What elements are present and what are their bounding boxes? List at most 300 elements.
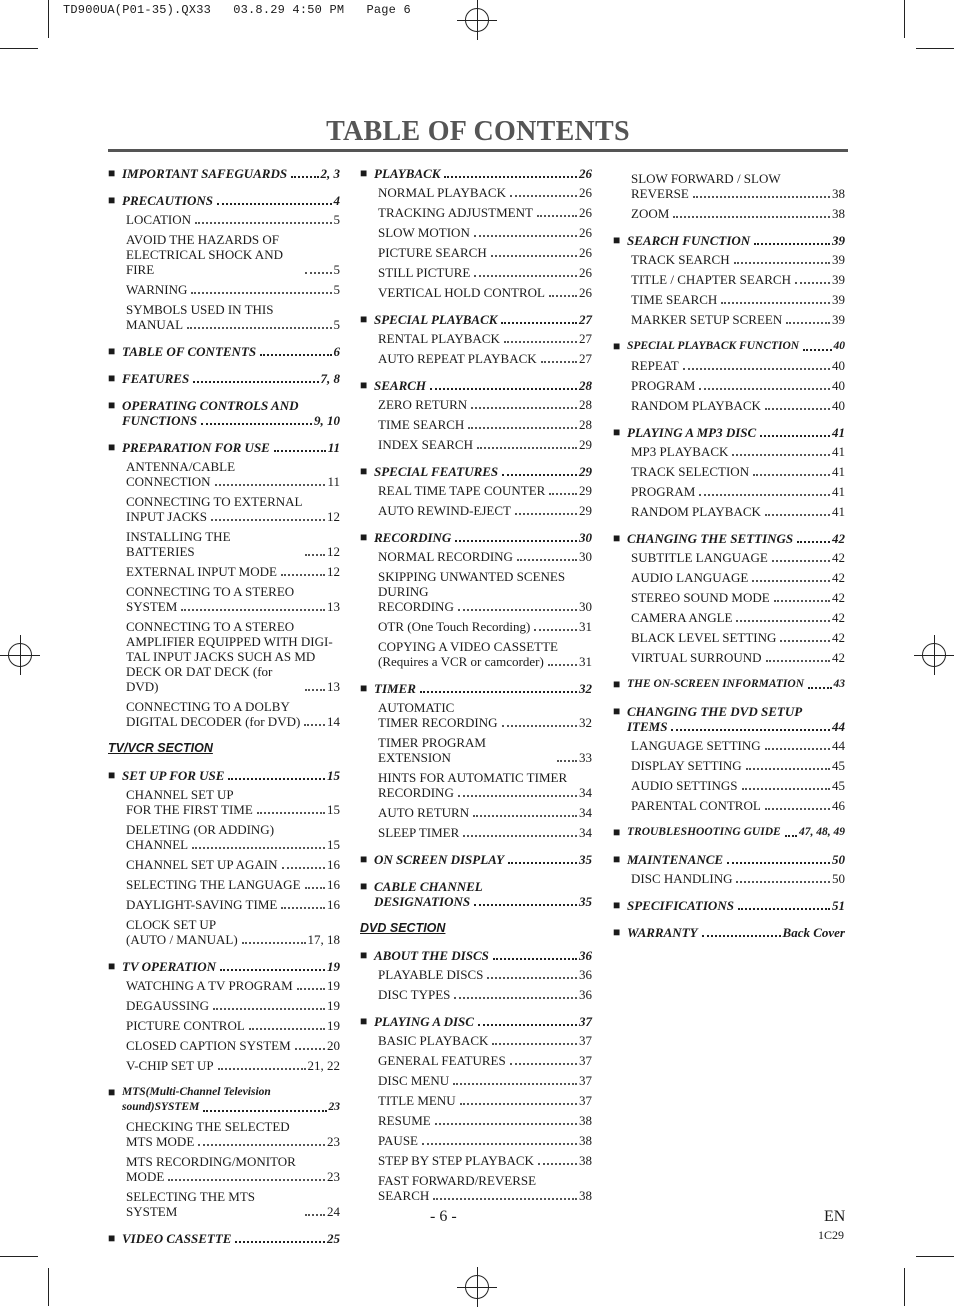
toc-entry — [360, 185, 592, 200]
toc-entry — [108, 897, 340, 912]
toc-entry-text: CHANNEL — [126, 837, 189, 852]
toc-page-number: 7, 8 — [320, 371, 340, 386]
toc-page-number: 30 — [579, 530, 592, 545]
toc-entry-text: ON SCREEN DISPLAY — [374, 852, 505, 867]
toc-entry-text-leading: AVOID THE HAZARDS OF — [126, 232, 280, 247]
toc-entry — [613, 590, 845, 605]
square-bullet-icon: ■ — [360, 681, 368, 695]
toc-page-number: 43 — [833, 678, 845, 690]
toc-section-heading — [108, 959, 340, 974]
toc-page-number: 37 — [579, 1014, 592, 1029]
toc-page-number: 20 — [327, 1038, 340, 1053]
dot-leader — [435, 1123, 577, 1125]
dot-leader — [673, 216, 830, 218]
toc-page-number: 13 — [327, 599, 340, 614]
toc-entry-text: CAMERA ANGLE — [631, 610, 733, 625]
toc-entry-text: RESUME — [378, 1113, 431, 1128]
toc-page-number: 40 — [832, 398, 845, 413]
toc-section-heading — [613, 677, 845, 692]
toc-page-number: 26 — [579, 285, 592, 300]
toc-page-number: 24 — [327, 1204, 340, 1219]
dot-leader — [198, 1144, 325, 1146]
toc-page-number: 30 — [579, 549, 592, 564]
toc-entry-text: DEGAUSSING — [126, 998, 210, 1013]
crop-mark-bottom-right-horizontal — [916, 1256, 954, 1257]
toc-page-number: 33 — [579, 750, 592, 765]
square-bullet-icon: ■ — [108, 166, 116, 180]
toc-section-heading — [108, 768, 340, 783]
toc-entry-text: DISPLAY SETTING — [631, 758, 742, 773]
toc-entry-text: BASIC PLAYBACK — [378, 1033, 489, 1048]
toc-page-number: 26 — [579, 205, 592, 220]
square-bullet-icon: ■ — [613, 825, 621, 839]
dot-leader — [474, 235, 577, 237]
dot-leader — [752, 580, 830, 582]
dot-leader — [742, 788, 830, 790]
toc-entry — [360, 245, 592, 260]
dot-leader — [228, 778, 325, 780]
toc-page-number: 39 — [832, 312, 845, 327]
toc-page-number: 38 — [579, 1133, 592, 1148]
registration-mark-top — [465, 8, 489, 32]
toc-entry — [613, 650, 845, 665]
toc-section-heading — [360, 378, 592, 393]
toc-entry — [360, 770, 592, 800]
toc-entry-text: ITEMS — [627, 719, 668, 734]
dot-leader — [517, 559, 577, 561]
square-bullet-icon: ■ — [108, 193, 116, 207]
toc-entry-text-leading: ANTENNA/CABLE — [126, 459, 236, 474]
toc-page-number: 14 — [327, 714, 340, 729]
toc-entry-text: EXTERNAL INPUT MODE — [126, 564, 277, 579]
toc-page-number: 6 — [333, 344, 340, 359]
toc-entry — [360, 1053, 592, 1068]
toc-entry-text: PICTURE CONTROL — [126, 1018, 245, 1033]
toc-section-heading — [108, 1231, 340, 1246]
toc-page-number: 39 — [832, 233, 845, 248]
toc-page-number: 12 — [327, 509, 340, 524]
toc-entry — [360, 1073, 592, 1088]
toc-entry — [360, 805, 592, 820]
toc-entry-text: PLAYING A DISC — [374, 1014, 474, 1029]
toc-entry — [108, 529, 340, 559]
toc-page-number: 40 — [833, 340, 845, 352]
toc-entry-text: WATCHING A TV PROGRAM — [126, 978, 293, 993]
toc-entry — [613, 206, 845, 221]
dot-leader — [458, 609, 577, 611]
toc-entry — [360, 225, 592, 240]
toc-entry — [108, 302, 340, 332]
toc-page-number: 45 — [832, 758, 845, 773]
toc-entry — [613, 252, 845, 267]
toc-entry-text: PRECAUTIONS — [122, 193, 214, 208]
toc-section-heading — [108, 344, 340, 359]
toc-page-number: 45 — [832, 778, 845, 793]
dot-leader — [474, 275, 577, 277]
toc-entry-text: SYSTEM — [126, 599, 178, 614]
toc-section-heading — [613, 825, 845, 840]
registration-mark-bottom — [465, 1275, 489, 1299]
section-group-heading: TV/VCR SECTION — [108, 741, 213, 755]
toc-page-number: 26 — [579, 166, 592, 181]
dot-leader — [502, 725, 577, 727]
toc-page-number: 15 — [327, 802, 340, 817]
dot-leader — [444, 176, 577, 178]
dot-leader — [732, 454, 830, 456]
toc-entry-text: ZOOM — [631, 206, 670, 221]
toc-entry — [108, 787, 340, 817]
toc-page-number: 51 — [832, 898, 845, 913]
title-underline — [108, 149, 848, 152]
toc-entry-text: OTR (One Touch Recording) — [378, 619, 531, 634]
toc-page-number: 38 — [579, 1188, 592, 1203]
toc-page-number: 25 — [327, 1231, 340, 1246]
dot-leader — [727, 862, 830, 864]
toc-page-number: 39 — [832, 252, 845, 267]
toc-entry — [360, 503, 592, 518]
dot-leader — [213, 1008, 325, 1010]
dot-leader — [455, 540, 577, 542]
toc-entry — [360, 437, 592, 452]
toc-entry-text: VIRTUAL SURROUND — [631, 650, 762, 665]
toc-section-heading — [613, 233, 845, 248]
dot-leader — [215, 484, 326, 486]
toc-entry-text-leading: CHANNEL SET UP — [126, 787, 234, 802]
toc-entry-text: TITLE / CHAPTER SEARCH — [631, 272, 791, 287]
square-bullet-icon: ■ — [360, 852, 368, 866]
toc-entry-text: SLOW MOTION — [378, 225, 470, 240]
toc-entry — [613, 630, 845, 645]
toc-entry-text-leading: AUTOMATIC — [378, 700, 455, 715]
toc-page-number: 36 — [579, 987, 592, 1002]
toc-page-number: 34 — [579, 785, 592, 800]
toc-section-heading — [613, 704, 845, 734]
dot-leader — [753, 474, 830, 476]
toc-page-number: 26 — [579, 185, 592, 200]
toc-entry-text: WARRANTY — [627, 925, 698, 940]
toc-entry-text-leading: FAST FORWARD/REVERSE — [378, 1173, 537, 1188]
toc-entry-text: SEARCH — [378, 1188, 430, 1203]
square-bullet-icon: ■ — [360, 879, 368, 893]
toc-entry-text: CHANGING THE SETTINGS — [627, 531, 794, 546]
toc-page-number: 23 — [328, 1101, 340, 1113]
toc-entry — [360, 331, 592, 346]
dot-leader — [191, 292, 331, 294]
dot-leader — [281, 574, 325, 576]
toc-entry-text-leading: CONNECTING TO A DOLBY — [126, 699, 290, 714]
toc-entry-text: WARNING — [126, 282, 188, 297]
dot-leader — [683, 368, 830, 370]
dot-leader — [736, 881, 830, 883]
toc-entry — [108, 699, 340, 729]
dot-leader — [305, 1214, 325, 1216]
toc-entry — [108, 822, 340, 852]
square-bullet-icon: ■ — [108, 344, 116, 358]
dot-leader — [548, 664, 577, 666]
toc-section-heading — [613, 339, 845, 354]
toc-page-number: 37 — [579, 1033, 592, 1048]
toc-entry — [360, 1113, 592, 1128]
dot-leader — [493, 958, 577, 960]
dot-leader — [471, 407, 577, 409]
dot-leader — [433, 1198, 577, 1200]
square-bullet-icon: ■ — [613, 425, 621, 439]
toc-entry-text: SPECIFICATIONS — [627, 898, 734, 913]
crop-mark-bottom-left-vertical — [48, 1268, 49, 1306]
toc-section-heading — [613, 898, 845, 913]
square-bullet-icon: ■ — [613, 339, 621, 353]
toc-page-number: 42 — [832, 550, 845, 565]
dot-leader — [211, 519, 325, 521]
toc-page-number: 27 — [579, 351, 592, 366]
toc-entry-text: PLAYING A MP3 DISC — [627, 425, 757, 440]
dot-leader — [736, 620, 830, 622]
dot-leader — [305, 887, 325, 889]
toc-page-number: 42 — [832, 610, 845, 625]
toc-column-middle — [360, 166, 592, 1203]
toc-page-number: 28 — [579, 378, 592, 393]
square-bullet-icon: ■ — [108, 398, 116, 412]
toc-entry-text: FUNCTIONS — [122, 413, 198, 428]
toc-entry-text: STILL PICTURE — [378, 265, 471, 280]
toc-entry-text: (Requires a VCR or camcorder) — [378, 654, 544, 669]
toc-page-number: 5 — [333, 282, 340, 297]
dot-leader — [218, 1068, 306, 1070]
dot-leader — [295, 1048, 325, 1050]
dot-leader — [780, 640, 830, 642]
toc-entry-text: TITLE MENU — [378, 1093, 456, 1108]
toc-entry-text: BLACK LEVEL SETTING — [631, 630, 777, 645]
toc-entry-text: LANGUAGE SETTING — [631, 738, 761, 753]
dot-leader — [281, 907, 325, 909]
toc-entry-text: MTS MODE — [126, 1134, 195, 1149]
toc-page-number: Back Cover — [782, 925, 845, 940]
dot-leader — [422, 1143, 577, 1145]
toc-page-number: 26 — [579, 225, 592, 240]
toc-section-heading — [613, 852, 845, 867]
toc-entry — [360, 483, 592, 498]
toc-entry-text: DAYLIGHT-SAVING TIME — [126, 897, 278, 912]
dot-leader — [785, 835, 797, 837]
toc-page-number: 42 — [832, 630, 845, 645]
toc-entry-text: TROUBLESHOOTING GUIDE — [627, 826, 781, 838]
registration-mark-left — [8, 643, 32, 667]
toc-entry — [613, 171, 845, 201]
toc-entry — [108, 917, 340, 947]
dot-leader — [430, 388, 577, 390]
toc-section-heading — [108, 371, 340, 386]
dot-leader — [538, 1163, 577, 1165]
toc-entry-text: RECORDING — [378, 599, 454, 614]
dot-leader — [420, 691, 577, 693]
toc-entry — [613, 570, 845, 585]
toc-entry-text: TIME SEARCH — [378, 417, 465, 432]
toc-entry — [613, 738, 845, 753]
dot-leader — [765, 408, 830, 410]
toc-page-number: 39 — [832, 272, 845, 287]
toc-page-number: 34 — [579, 825, 592, 840]
toc-section-heading — [360, 464, 592, 479]
toc-entry-text: AUTO REWIND-EJECT — [378, 503, 511, 518]
dot-leader — [168, 1179, 325, 1181]
dot-leader — [181, 609, 325, 611]
toc-section-heading — [360, 1014, 592, 1029]
toc-page-number: 37 — [579, 1093, 592, 1108]
toc-page-number: 19 — [327, 978, 340, 993]
language-code: EN — [824, 1208, 846, 1225]
toc-entry — [108, 564, 340, 579]
toc-entry — [613, 484, 845, 499]
toc-page-number: 23 — [327, 1169, 340, 1184]
square-bullet-icon: ■ — [613, 233, 621, 247]
dot-leader — [220, 969, 325, 971]
toc-entry-text: REAL TIME TAPE COUNTER — [378, 483, 546, 498]
toc-section-heading — [108, 166, 340, 181]
dot-leader — [454, 997, 577, 999]
toc-entry — [108, 212, 340, 227]
toc-page-number: 11 — [327, 440, 340, 455]
toc-page-number: 29 — [579, 503, 592, 518]
toc-entry-text-leading: MTS(Multi-Channel Television — [122, 1086, 271, 1098]
toc-page-number: 15 — [327, 768, 340, 783]
toc-entry — [108, 1018, 340, 1033]
toc-section-heading — [613, 531, 845, 546]
dot-leader — [453, 1083, 577, 1085]
toc-entry — [613, 798, 845, 813]
dot-leader — [699, 388, 830, 390]
toc-entry — [108, 998, 340, 1013]
crop-mark-top-right-horizontal — [916, 48, 954, 49]
toc-entry-text: MANUAL — [126, 317, 184, 332]
toc-entry-text: PLAYABLE DISCS — [378, 967, 484, 982]
toc-entry-text: V-CHIP SET UP — [126, 1058, 214, 1073]
toc-page-number: 9, 10 — [314, 413, 340, 428]
toc-section-heading — [108, 398, 340, 428]
toc-entry-text: FOR THE FIRST TIME — [126, 802, 253, 817]
toc-entry — [613, 610, 845, 625]
toc-entry — [613, 272, 845, 287]
toc-entry-text: SPECIAL PLAYBACK FUNCTION — [627, 340, 800, 352]
dot-leader — [474, 904, 577, 906]
square-bullet-icon: ■ — [108, 768, 116, 782]
toc-entry-text: INDEX SEARCH — [378, 437, 473, 452]
toc-entry-text-leading: COPYING A VIDEO CASSETTE — [378, 639, 558, 654]
toc-entry-text: RANDOM PLAYBACK — [631, 504, 761, 519]
toc-entry-text: SELECTING THE MTS SYSTEM — [126, 1189, 256, 1219]
toc-entry-text: CHANNEL SET UP AGAIN — [126, 857, 278, 872]
square-bullet-icon: ■ — [613, 704, 621, 718]
toc-entry-text: DISC TYPES — [378, 987, 451, 1002]
dot-leader — [557, 760, 577, 762]
dot-leader — [478, 1024, 577, 1026]
toc-entry — [108, 494, 340, 524]
toc-column-left — [108, 166, 340, 1246]
toc-section-heading — [360, 530, 592, 545]
toc-entry — [613, 871, 845, 886]
toc-page-number: 12 — [327, 564, 340, 579]
print-slug-header: TD900UA(P01-35).QX33 03.8.29 4:50 PM Page 6 — [63, 3, 411, 17]
toc-entry-text-leading: HINTS FOR AUTOMATIC TIMER — [378, 770, 568, 785]
toc-entry — [613, 378, 845, 393]
toc-entry — [613, 550, 845, 565]
toc-page-number: 50 — [832, 871, 845, 886]
toc-entry-text: INSTALLING THE BATTERIES — [126, 529, 231, 559]
dot-leader — [734, 262, 830, 264]
toc-page-number: 29 — [579, 437, 592, 452]
dot-leader — [693, 196, 830, 198]
toc-page-number: 41 — [832, 444, 845, 459]
toc-entry-text: TIMER — [374, 681, 416, 696]
toc-entry — [360, 700, 592, 730]
toc-entry — [108, 1119, 340, 1149]
toc-page-number: 5 — [333, 262, 340, 277]
dot-leader — [766, 660, 830, 662]
toc-entry — [108, 1154, 340, 1184]
toc-entry-text-leading: MTS RECORDING/MONITOR — [126, 1154, 296, 1169]
dot-leader — [477, 447, 577, 449]
square-bullet-icon: ■ — [108, 959, 116, 973]
toc-entry — [360, 619, 592, 634]
toc-entry-text: MODE — [126, 1169, 165, 1184]
toc-page-number: 29 — [579, 464, 592, 479]
toc-entry — [360, 549, 592, 564]
section-group-heading: DVD SECTION — [360, 921, 446, 935]
toc-entry — [360, 825, 592, 840]
toc-entry-text-leading: SLOW FORWARD / SLOW — [631, 171, 781, 186]
toc-section-heading — [360, 879, 592, 909]
square-bullet-icon: ■ — [108, 371, 116, 385]
toc-entry-text: VIDEO CASSETTE — [122, 1231, 232, 1246]
crop-mark-top-left-vertical — [48, 0, 49, 38]
dot-leader — [460, 1103, 577, 1105]
toc-entry-text: GENERAL FEATURES — [378, 1053, 506, 1068]
toc-entry — [360, 987, 592, 1002]
dot-leader — [510, 195, 577, 197]
toc-entry-text: AUTO RETURN — [378, 805, 470, 820]
toc-entry-text: MARKER SETUP SCREEN — [631, 312, 783, 327]
dot-leader — [504, 341, 577, 343]
toc-section-heading — [360, 166, 592, 181]
dot-leader — [249, 1028, 325, 1030]
toc-section-heading — [613, 425, 845, 440]
dot-leader — [487, 977, 577, 979]
dot-leader — [765, 748, 830, 750]
toc-page-number: 5 — [333, 317, 340, 332]
toc-column-right — [613, 166, 845, 940]
toc-section-heading — [108, 1085, 340, 1115]
dot-leader — [699, 494, 830, 496]
dot-leader — [502, 474, 577, 476]
toc-entry — [360, 967, 592, 982]
toc-page-number: 44 — [832, 738, 845, 753]
dot-leader — [738, 908, 830, 910]
toc-page-number: 2, 3 — [320, 166, 340, 181]
toc-entry-text: SUBTITLE LANGUAGE — [631, 550, 768, 565]
toc-page-number: 16 — [327, 877, 340, 892]
toc-entry-text: MAINTENANCE — [627, 852, 724, 867]
toc-entry — [360, 1093, 592, 1108]
toc-section-heading — [613, 925, 845, 940]
dot-leader — [282, 867, 325, 869]
dot-leader — [534, 629, 577, 631]
toc-entry — [360, 205, 592, 220]
toc-page-number: 41 — [832, 484, 845, 499]
toc-entry-text-leading: CABLE CHANNEL — [374, 879, 483, 894]
dot-leader — [795, 282, 830, 284]
square-bullet-icon: ■ — [360, 464, 368, 478]
dot-leader — [772, 560, 830, 562]
toc-page-number: 35 — [579, 894, 592, 909]
